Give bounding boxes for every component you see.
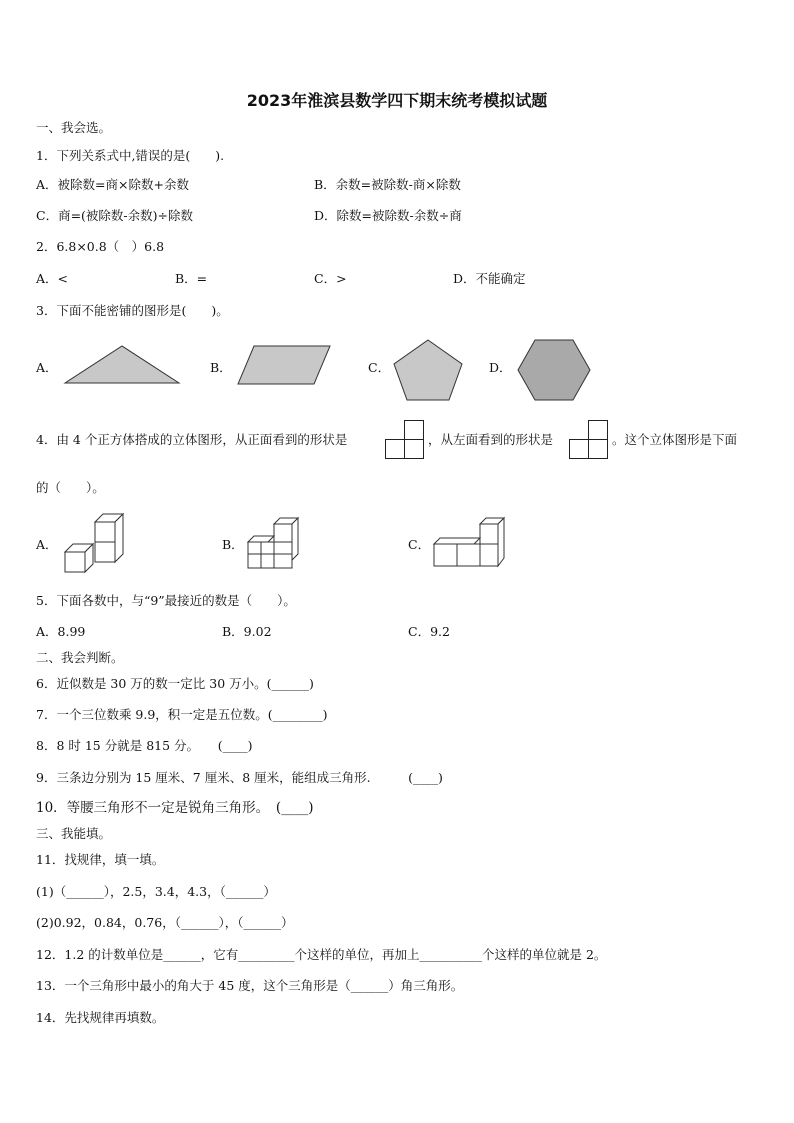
q2-stem: 2．6.8×0.8（ ）6.8 (36, 239, 165, 254)
q2-option-a: A．< (36, 271, 69, 286)
q1-option-c: C．商=(被除数-余数)÷除数 (36, 208, 193, 223)
q6: 6．近似数是 30 万的数一定比 30 万小。(______) (36, 676, 314, 691)
q9: 9．三条边分别为 15 厘米、7 厘米、8 厘米，能组成三角形. (____) (36, 770, 443, 785)
q11-stem: 11．找规律，填一填。 (36, 852, 165, 867)
q5-stem: 5．下面各数中，与“9”最接近的数是（ ）。 (36, 593, 296, 608)
q2-option-d: D．不能确定 (453, 271, 526, 286)
q13: 13．一个三角形中最小的角大于 45 度，这个三角形是（______）角三角形。 (36, 978, 464, 993)
q5-option-a: A．8.99 (36, 624, 86, 639)
q1-option-b: B．余数=被除数-商×除数 (314, 177, 461, 192)
q1-option-a: A．被除数=商×除数+余数 (36, 177, 189, 192)
section-1-heading: 一、我会选。 (36, 120, 112, 135)
q5-option-c: C．9.2 (408, 624, 450, 639)
q4-option-a-label: A． (36, 537, 58, 552)
parallelogram-figure (236, 344, 332, 386)
q3-option-a-label: A． (36, 360, 58, 375)
q4-option-c-label: C． (408, 537, 431, 552)
q7: 7．一个三位数乘 9.9，积一定是五位数。(________) (36, 707, 328, 722)
cube-stack-c-figure (432, 516, 508, 570)
left-view-figure (567, 419, 611, 461)
q3-option-c-label: C． (368, 360, 391, 375)
q3-stem: 3．下面不能密铺的图形是( )。 (36, 303, 229, 318)
page-title: 2023年淮滨县数学四下期末统考模拟试题 (246, 91, 548, 110)
q11-part1: (1)（______），2.5，3.4，4.3，（______） (36, 884, 276, 899)
q12: 12．1.2 的计数单位是______，它有_________个这样的单位，再加上__________个这样的单位就是 2。 (36, 947, 607, 962)
q11-part2: (2)0.92，0.84，0.76，（______），（______） (36, 915, 294, 930)
q14: 14．先找规律再填数。 (36, 1010, 165, 1025)
hexagon-figure (516, 338, 592, 402)
front-view-figure (383, 419, 427, 461)
q3-option-d-label: D． (489, 360, 512, 375)
cube-stack-b-figure (246, 516, 300, 570)
q3-option-b-label: B． (210, 360, 232, 375)
q1-stem: 1．下列关系式中,错误的是( ). (36, 148, 225, 163)
q4-option-b-label: B． (222, 537, 244, 552)
cube-stack-a-figure (62, 512, 126, 574)
q4-stem-part1: 4．由 4 个正方体搭成的立体图形，从正面看到的形状是 (36, 432, 348, 447)
section-3-heading: 三、我能填。 (36, 826, 112, 841)
q4-stem-part4: 的（ ）。 (36, 480, 105, 495)
q8: 8．8 时 15 分就是 815 分。 (____) (36, 738, 253, 753)
q4-stem-part3: 。这个立体图形是下面 (612, 432, 738, 447)
q1-option-d: D．除数=被除数-余数÷商 (314, 208, 462, 223)
q5-option-b: B．9.02 (222, 624, 272, 639)
section-2-heading: 二、我会判断。 (36, 650, 124, 665)
triangle-figure (62, 343, 182, 385)
pentagon-figure (392, 338, 464, 402)
q4-stem-part2: ，从左面看到的形状是 (428, 432, 554, 447)
q2-option-b: B．= (175, 271, 208, 286)
q2-option-c: C．> (314, 271, 347, 286)
q10: 10．等腰三角形不一定是锐角三角形。 (____) (36, 800, 314, 816)
